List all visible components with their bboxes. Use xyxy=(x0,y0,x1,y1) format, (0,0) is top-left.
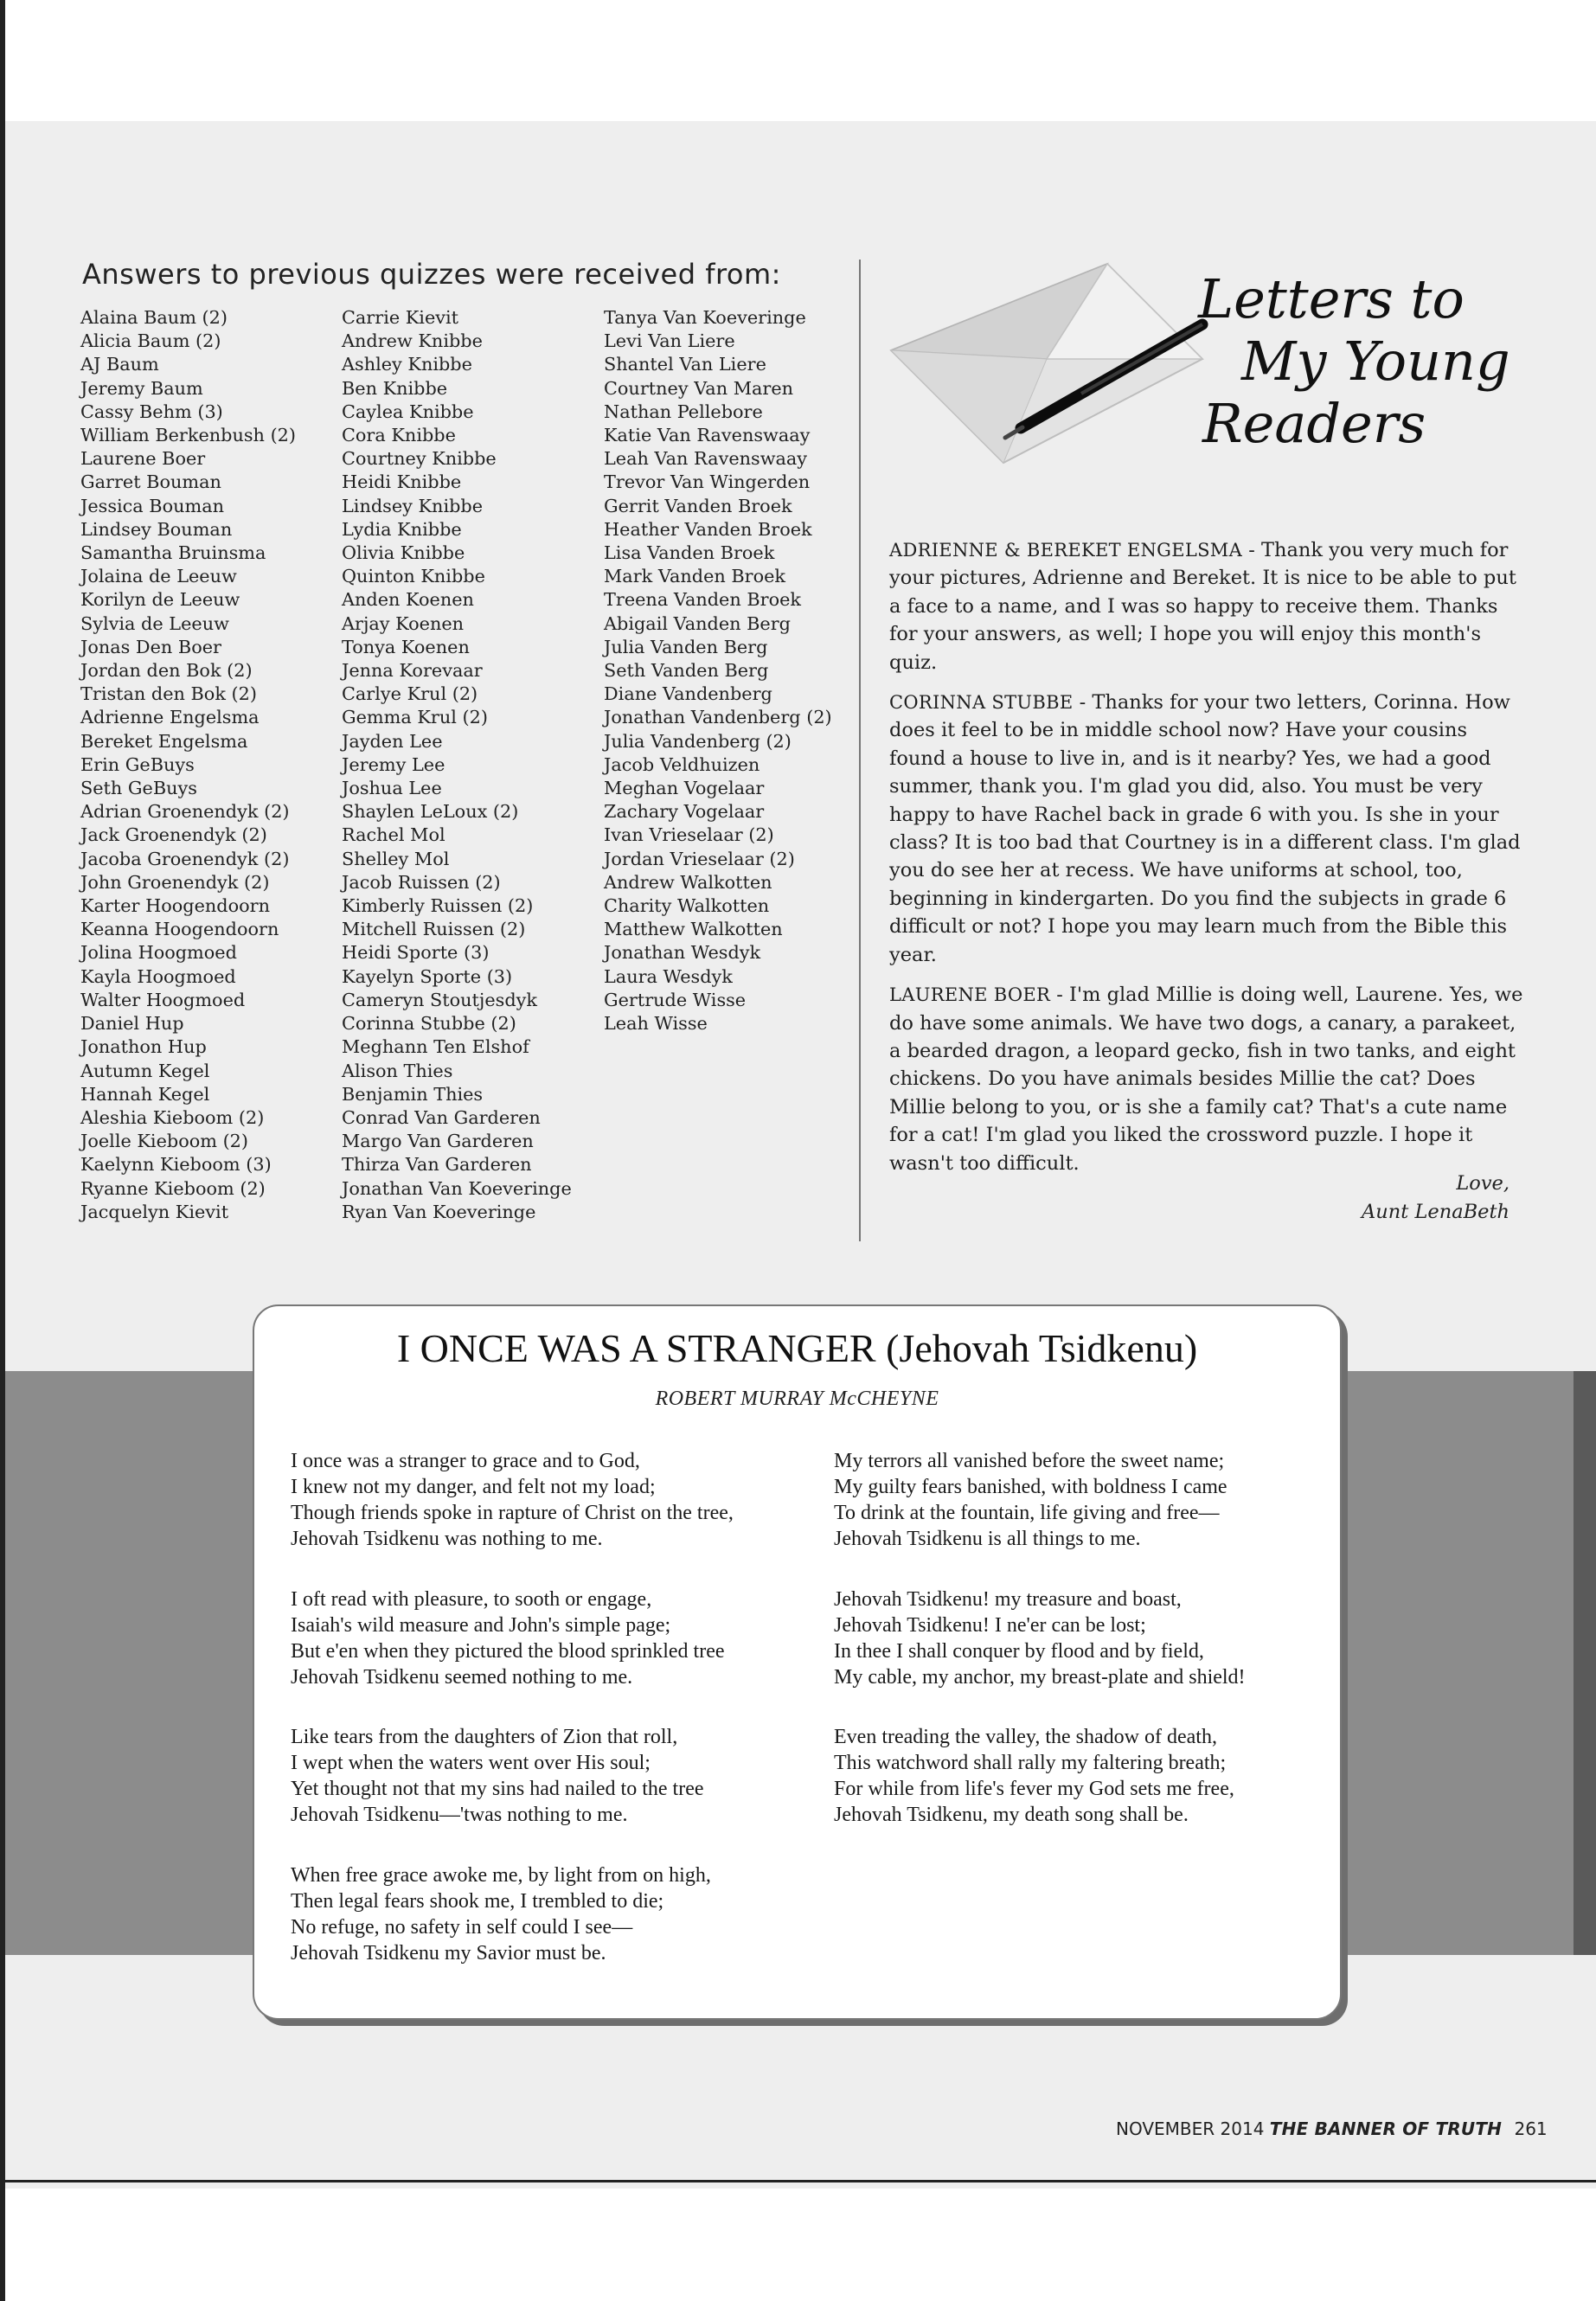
column-divider xyxy=(859,260,861,1241)
name-entry: Seth GeBuys xyxy=(80,778,197,799)
poem-line: Yet thought not that my sins had nailed to the tree xyxy=(291,1778,704,1800)
name-entry: Thirza Van Garderen xyxy=(342,1154,532,1176)
name-entry: Seth Vanden Berg xyxy=(604,660,769,682)
name-entry: Mitchell Ruissen (2) xyxy=(342,919,526,940)
name-entry: Laurene Boer xyxy=(80,448,206,470)
name-entry: AJ Baum xyxy=(80,354,159,375)
name-entry: Jack Groenendyk (2) xyxy=(80,824,267,846)
letter-paragraph xyxy=(889,981,1529,1177)
poem-line: Isaiah's wild measure and John's simple page; xyxy=(291,1614,671,1637)
poem-line: This watchword shall rally my faltering breath; xyxy=(834,1752,1227,1774)
band-edge xyxy=(1574,1371,1596,1955)
poem-line: I once was a stranger to grace and to God, xyxy=(291,1450,640,1472)
name-entry: Treena Vanden Broek xyxy=(604,589,802,611)
name-entry: Jenna Korevaar xyxy=(342,660,483,682)
names-column-1 xyxy=(80,306,340,1224)
letter-recipient: ADRIENNE & BEREKET ENGELSMA xyxy=(889,540,1243,561)
name-entry: Jessica Bouman xyxy=(80,495,225,516)
name-entry: Tanya Van Koeveringe xyxy=(604,307,806,328)
name-entry: John Groenendyk (2) xyxy=(80,871,270,893)
name-entry: Nathan Pellebore xyxy=(604,401,763,422)
poem-stanza xyxy=(291,1448,734,1552)
name-entry: Andrew Walkotten xyxy=(604,871,772,893)
signature: Aunt LenaBeth xyxy=(1362,1201,1509,1223)
answers-heading: Answers to previous quizzes were received from: xyxy=(82,258,781,291)
poem-line: But e'en when they pictured the blood sprinkled tree xyxy=(291,1640,725,1663)
name-entry: Lydia Knibbe xyxy=(342,518,462,540)
name-entry: Meghan Vogelaar xyxy=(604,778,765,799)
name-entry: Korilyn de Leeuw xyxy=(80,589,240,611)
name-entry: Alison Thies xyxy=(342,1060,453,1081)
name-entry: Hannah Kegel xyxy=(80,1083,210,1105)
name-entry: Laura Wesdyk xyxy=(604,965,733,987)
name-entry: Diane Vandenberg xyxy=(604,683,772,705)
name-entry: Lisa Vanden Broek xyxy=(604,542,775,564)
name-entry: Tristan den Bok (2) xyxy=(80,683,257,705)
poem-line: To drink at the fountain, life giving and free— xyxy=(834,1502,1220,1524)
name-entry: Jordan den Bok (2) xyxy=(80,660,253,682)
name-entry: Jonas Den Boer xyxy=(80,636,221,657)
name-entry: Joelle Kieboom (2) xyxy=(80,1131,249,1152)
poem-line: My guilty fears banished, with boldness I came xyxy=(834,1476,1227,1498)
footer-date: NOVEMBER 2014 xyxy=(1116,2118,1265,2139)
name-entry: Heidi Sporte (3) xyxy=(342,942,490,964)
poem-line: I oft read with pleasure, to sooth or engage, xyxy=(291,1588,652,1611)
name-entry: Jolina Hoogmoed xyxy=(80,942,237,964)
poem-box xyxy=(253,1304,1342,2020)
name-entry: Bereket Engelsma xyxy=(80,730,248,752)
name-entry: Arjay Koenen xyxy=(342,612,465,634)
name-entry: Aleshia Kieboom (2) xyxy=(80,1106,265,1128)
name-entry: Levi Van Liere xyxy=(604,330,735,352)
letter-paragraph xyxy=(889,689,1529,969)
names-column-2 xyxy=(342,306,601,1224)
bottom-rule xyxy=(0,2180,1596,2182)
poem-line: Jehovah Tsidkenu! my treasure and boast, xyxy=(834,1588,1182,1611)
poem-line: My cable, my anchor, my breast-plate and shield! xyxy=(834,1666,1246,1689)
name-entry: Jolaina de Leeuw xyxy=(80,566,237,587)
name-entry: Jonathan Vandenberg (2) xyxy=(604,707,832,728)
poem-line: My terrors all vanished before the sweet name; xyxy=(834,1450,1225,1472)
name-entry: Jacquelyn Kievit xyxy=(80,1201,229,1222)
poem-line: Jehovah Tsidkenu my Savior must be. xyxy=(291,1942,606,1965)
name-entry: Courtney Knibbe xyxy=(342,448,497,470)
name-entry: Joshua Lee xyxy=(342,778,442,799)
letter-recipient: LAURENE BOER xyxy=(889,984,1051,1006)
name-entry: Jacoba Groenendyk (2) xyxy=(80,848,290,869)
name-entry: Anden Koenen xyxy=(342,589,474,611)
poem-stanza xyxy=(834,1724,1234,1828)
poem-line: For while from life's fever my God sets me free, xyxy=(834,1778,1234,1800)
name-entry: Julia Vanden Berg xyxy=(604,636,768,657)
name-entry: Alicia Baum (2) xyxy=(80,330,221,352)
name-entry: William Berkenbush (2) xyxy=(80,425,297,446)
name-entry: Quinton Knibbe xyxy=(342,566,485,587)
poem-stanza xyxy=(291,1586,725,1690)
poem-line: Though friends spoke in rapture of Christ on the tree, xyxy=(291,1502,734,1524)
name-entry: Margo Van Garderen xyxy=(342,1131,534,1152)
letter-text: - Thank you very much for your pictures, Adrienne and Bereket. It is nice to be able to put a face to a name, and I was so happy to receive them. Thanks for your answers, as well; I hope you will enjoy this month's quiz. xyxy=(889,539,1516,674)
name-entry: Cora Knibbe xyxy=(342,425,456,446)
name-entry: Jonathan Wesdyk xyxy=(604,942,761,964)
envelope-pen-illustration xyxy=(874,229,1211,480)
name-entry: Erin GeBuys xyxy=(80,753,195,775)
name-entry: Carlye Krul (2) xyxy=(342,683,478,705)
name-entry: Jeremy Lee xyxy=(342,753,445,775)
name-entry: Shantel Van Liere xyxy=(604,354,766,375)
name-entry: Samantha Bruinsma xyxy=(80,542,266,564)
name-entry: Keanna Hoogendoorn xyxy=(80,919,279,940)
name-entry: Jonathan Van Koeveringe xyxy=(342,1177,572,1199)
name-entry: Corinna Stubbe (2) xyxy=(342,1013,516,1035)
poem-line: Jehovah Tsidkenu—'twas nothing to me. xyxy=(291,1804,628,1826)
poem-line: No refuge, no safety in self could I see— xyxy=(291,1916,633,1939)
name-entry: Julia Vandenberg (2) xyxy=(604,730,792,752)
poem-line: I knew not my danger, and felt not my load; xyxy=(291,1476,656,1498)
poem-stanza xyxy=(291,1724,704,1828)
poem-author: ROBERT MURRAY McCHEYNE xyxy=(655,1388,939,1410)
name-entry: Jordan Vrieselaar (2) xyxy=(604,848,795,869)
name-entry: Adrienne Engelsma xyxy=(80,707,260,728)
poem-stanza xyxy=(291,1862,711,1966)
poem-line: Even treading the valley, the shadow of death, xyxy=(834,1726,1217,1748)
name-entry: Mark Vanden Broek xyxy=(604,566,786,587)
name-entry: Ryanne Kieboom (2) xyxy=(80,1177,266,1199)
name-entry: Katie Van Ravenswaay xyxy=(604,425,811,446)
poem-stanza xyxy=(834,1448,1227,1552)
letters-title-line-2: My Young xyxy=(1241,330,1510,393)
poem-line: I wept when the waters went over His soul; xyxy=(291,1752,651,1774)
letter-text: - I'm glad Millie is doing well, Laurene. Yes, we do have some animals. We have two dogs, a canary, a parakeet, a bearded dragon, a leopard gecko, fish in two tanks, and eight chickens. Do you have animals besides Millie the cat? Does Millie belong to you, or is she a family cat? That's a cute name for a cat! I'm glad you liked the crossword puzzle. I hope it wasn't too difficult. xyxy=(889,984,1523,1175)
name-entry: Kayla Hoogmoed xyxy=(80,965,236,987)
poem-line: Jehovah Tsidkenu, my death song shall be. xyxy=(834,1804,1189,1826)
name-entry: Gerrit Vanden Broek xyxy=(604,495,792,516)
name-entry: Lindsey Bouman xyxy=(80,518,233,540)
name-entry: Ryan Van Koeveringe xyxy=(342,1201,536,1222)
name-entry: Kaelynn Kieboom (3) xyxy=(80,1154,272,1176)
signoff: Love, xyxy=(1456,1172,1509,1195)
poem-line: Jehovah Tsidkenu is all things to me. xyxy=(834,1528,1141,1550)
page-number: 261 xyxy=(1514,2118,1548,2139)
top-margin xyxy=(5,0,1596,121)
name-entry: Walter Hoogmoed xyxy=(80,989,246,1010)
name-entry: Leah Van Ravenswaay xyxy=(604,448,808,470)
name-entry: Ivan Vrieselaar (2) xyxy=(604,824,774,846)
letter-text: - Thanks for your two letters, Corinna. How does it feel to be in middle school now? Have your cousins found a house to live in, and is it nearby? Yes, we had a good summer, thank you. I'm glad you did, also. You must be very happy to have Rachel back in grade 6 with you. Is she in your class? It is too bad that Courtney is in a different class. I'm glad you do see her at recess. We have uniforms at school, too, beginning in kindergarten. Do you find the subjects in grade 6 difficult or not? I hope you may learn much from the Bible this year. xyxy=(889,691,1521,966)
name-entry: Heidi Knibbe xyxy=(342,471,462,493)
name-entry: Gemma Krul (2) xyxy=(342,707,488,728)
name-entry: Karter Hoogendoorn xyxy=(80,895,270,917)
name-entry: Olivia Knibbe xyxy=(342,542,465,564)
letter-paragraph xyxy=(889,536,1529,676)
name-entry: Courtney Van Maren xyxy=(604,377,794,399)
name-entry: Abigail Vanden Berg xyxy=(604,612,791,634)
bottom-margin xyxy=(5,2189,1596,2301)
letters-title-line-3: Readers xyxy=(1202,392,1426,455)
poem-line: When free grace awoke me, by light from on high, xyxy=(291,1864,711,1887)
name-entry: Jeremy Baum xyxy=(80,377,203,399)
name-entry: Lindsey Knibbe xyxy=(342,495,484,516)
poem-line: In thee I shall conquer by flood and by field, xyxy=(834,1640,1204,1663)
name-entry: Leah Wisse xyxy=(604,1013,708,1035)
name-entry: Zachary Vogelaar xyxy=(604,801,765,823)
letters-title xyxy=(1198,268,1561,455)
poem-line: Jehovah Tsidkenu was nothing to me. xyxy=(291,1528,603,1550)
names-column-3 xyxy=(604,306,863,1035)
name-entry: Tonya Koenen xyxy=(342,636,470,657)
name-entry: Gertrude Wisse xyxy=(604,989,747,1010)
name-entry: Matthew Walkotten xyxy=(604,919,783,940)
name-entry: Autumn Kegel xyxy=(80,1060,210,1081)
name-entry: Caylea Knibbe xyxy=(342,401,474,422)
poem-line: Then legal fears shook me, I trembled to die; xyxy=(291,1890,664,1913)
letters-title-line-1: Letters to xyxy=(1198,267,1465,330)
name-entry: Jacob Veldhuizen xyxy=(604,753,760,775)
name-entry: Conrad Van Garderen xyxy=(342,1106,541,1128)
name-entry: Sylvia de Leeuw xyxy=(80,612,229,634)
name-entry: Cameryn Stoutjesdyk xyxy=(342,989,538,1010)
name-entry: Kayelyn Sporte (3) xyxy=(342,965,513,987)
footer-publication: THE BANNER OF TRUTH xyxy=(1269,2118,1503,2139)
name-entry: Cassy Behm (3) xyxy=(80,401,223,422)
poem-line: Jehovah Tsidkenu! I ne'er can be lost; xyxy=(834,1614,1146,1637)
name-entry: Shaylen LeLoux (2) xyxy=(342,801,519,823)
name-entry: Kimberly Ruissen (2) xyxy=(342,895,534,917)
name-entry: Heather Vanden Broek xyxy=(604,518,812,540)
letters-body xyxy=(889,536,1529,1189)
name-entry: Ben Knibbe xyxy=(342,377,448,399)
name-entry: Benjamin Thies xyxy=(342,1083,484,1105)
poem-stanza xyxy=(834,1586,1246,1690)
name-entry: Shelley Mol xyxy=(342,848,450,869)
poem-line: Jehovah Tsidkenu seemed nothing to me. xyxy=(291,1666,633,1689)
name-entry: Meghann Ten Elshof xyxy=(342,1036,529,1058)
name-entry: Adrian Groenendyk (2) xyxy=(80,801,290,823)
name-entry: Alaina Baum (2) xyxy=(80,307,228,328)
name-entry: Rachel Mol xyxy=(342,824,445,846)
poem-title: I ONCE WAS A STRANGER (Jehovah Tsidkenu) xyxy=(396,1326,1198,1370)
letter-recipient: CORINNA STUBBE xyxy=(889,692,1074,714)
name-entry: Jayden Lee xyxy=(342,730,443,752)
name-entry: Daniel Hup xyxy=(80,1013,184,1035)
name-entry: Andrew Knibbe xyxy=(342,330,483,352)
name-entry: Garret Bouman xyxy=(80,471,221,493)
name-entry: Jonathon Hup xyxy=(80,1036,207,1058)
name-entry: Charity Walkotten xyxy=(604,895,770,917)
name-entry: Ashley Knibbe xyxy=(342,354,472,375)
poem-line: Like tears from the daughters of Zion that roll, xyxy=(291,1726,678,1748)
name-entry: Jacob Ruissen (2) xyxy=(342,871,501,893)
name-entry: Carrie Kievit xyxy=(342,307,459,328)
name-entry: Trevor Van Wingerden xyxy=(604,471,811,493)
page-footer xyxy=(1116,2118,1548,2139)
